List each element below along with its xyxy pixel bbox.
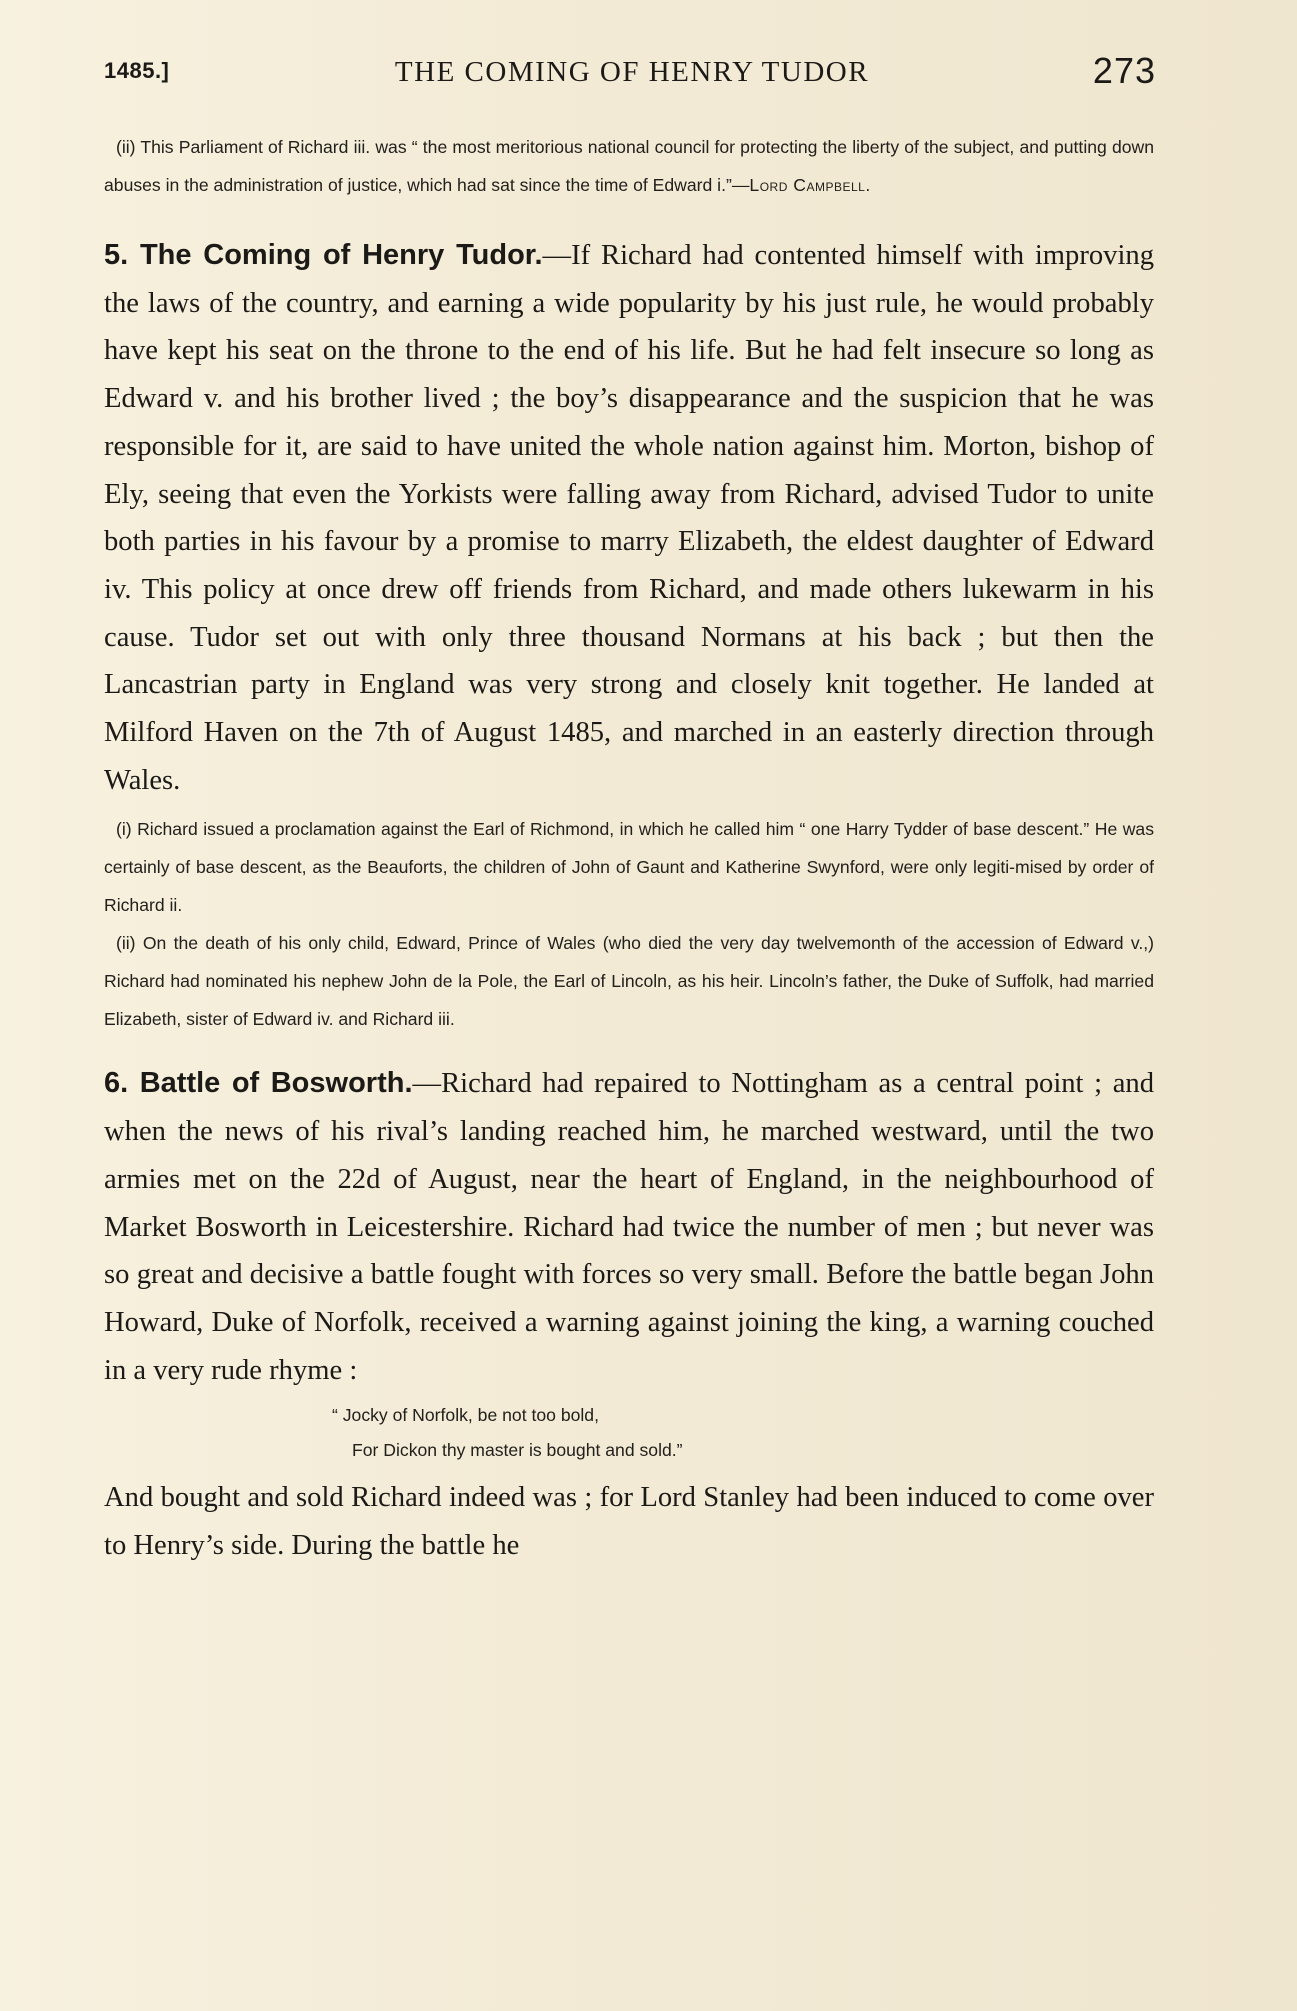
section-5-note-2 (104, 924, 1154, 1038)
rhyme-line-2: For Dickon thy master is bought and sold.” (352, 1440, 683, 1461)
running-header (104, 52, 1160, 92)
rhyme-quote (332, 1398, 1154, 1468)
rhyme-line-1: “ Jocky of Norfolk, be not too bold, (332, 1405, 599, 1426)
page-body (104, 128, 1154, 1570)
section-5-note-1 (104, 810, 1154, 924)
footnote-parliament (104, 128, 1154, 204)
section-6-paragraph (104, 1060, 1154, 1394)
section-5-paragraph (104, 232, 1154, 804)
footnote-parliament-text: (ii) This Parliament of Richard iii. was “ the most meritorious national council for protecting the liberty of the subject, and putting down abuses in the administration of justice, which had sat since the time of Edward i.”— (104, 137, 1154, 195)
section-5-heading: 5. The Coming of Henry Tudor. (104, 239, 543, 271)
page-number: 273 (1092, 50, 1156, 91)
section-6-text: —Richard had repaired to Nottingham as a central point ; and when the news of his rival’s landing reached him, he marched westward, until the two armies met on the 22d of August, near the heart of England, in the neighbourhood of Market Bosworth in Leicestershire. Richard had twice the number of men ; but never was so great and decisive a battle fought with forces so very small. Before the battle began John Howard, Duke of Norfolk, received a warning against joining the king, a warning couched in a very rude rhyme : (104, 1068, 1154, 1386)
footnote-attribution: Lord Campbell. (749, 175, 871, 195)
header-title: THE COMING OF HENRY TUDOR (394, 56, 870, 88)
header-year: 1485.] (104, 58, 170, 83)
section-5-note-1-text: (i) Richard issued a proclamation against the Earl of Richmond, in which he called him “ one Harry Tydder of base descent.” He was certainly of base descent, as the Beauforts, the children of John of Gaunt and Katherine Swynford, were only legiti-mised by order of Richard ii. (104, 819, 1154, 916)
section-6-heading: 6. Battle of Bosworth. (104, 1067, 413, 1100)
section-5-note-2-text: (ii) On the death of his only child, Edward, Prince of Wales (who died the very day twelvemonth of the accession of Edward v.,) Richard had nominated his nephew John de la Pole, the Earl of Lincoln, as his heir. Lincoln’s father, the Duke of Suffolk, had married Elizabeth, sister of Edward iv. and Richard iii. (104, 933, 1154, 1030)
section-5-text: —If Richard had contented himself with improving the laws of the country, and earning a wide popularity by his just rule, he would probably have kept his seat on the throne to the end of his life. But he had felt insecure so long as Edward v. and his brother lived ; the boy’s disappearance and the suspicion that he was responsible for it, are said to have united the whole nation against him. Morton, bishop of Ely, seeing that even the Yorkists were falling away from Richard, advised Tudor to unite both parties in his favour by a promise to marry Elizabeth, the eldest daughter of Edward iv. This policy at once drew off friends from Richard, and made others lukewarm in his cause. Tudor set out with only three thousand Normans at his back ; but then the Lancastrian party in England was very strong and closely knit together. He landed at Milford Haven on the 7th of August 1485, and marched in an easterly direction through Wales. (104, 240, 1154, 796)
section-6-continuation: And bought and sold Richard indeed was ; for Lord Stanley had been induced to come over to Henry’s side. During the battle he (104, 1482, 1154, 1562)
